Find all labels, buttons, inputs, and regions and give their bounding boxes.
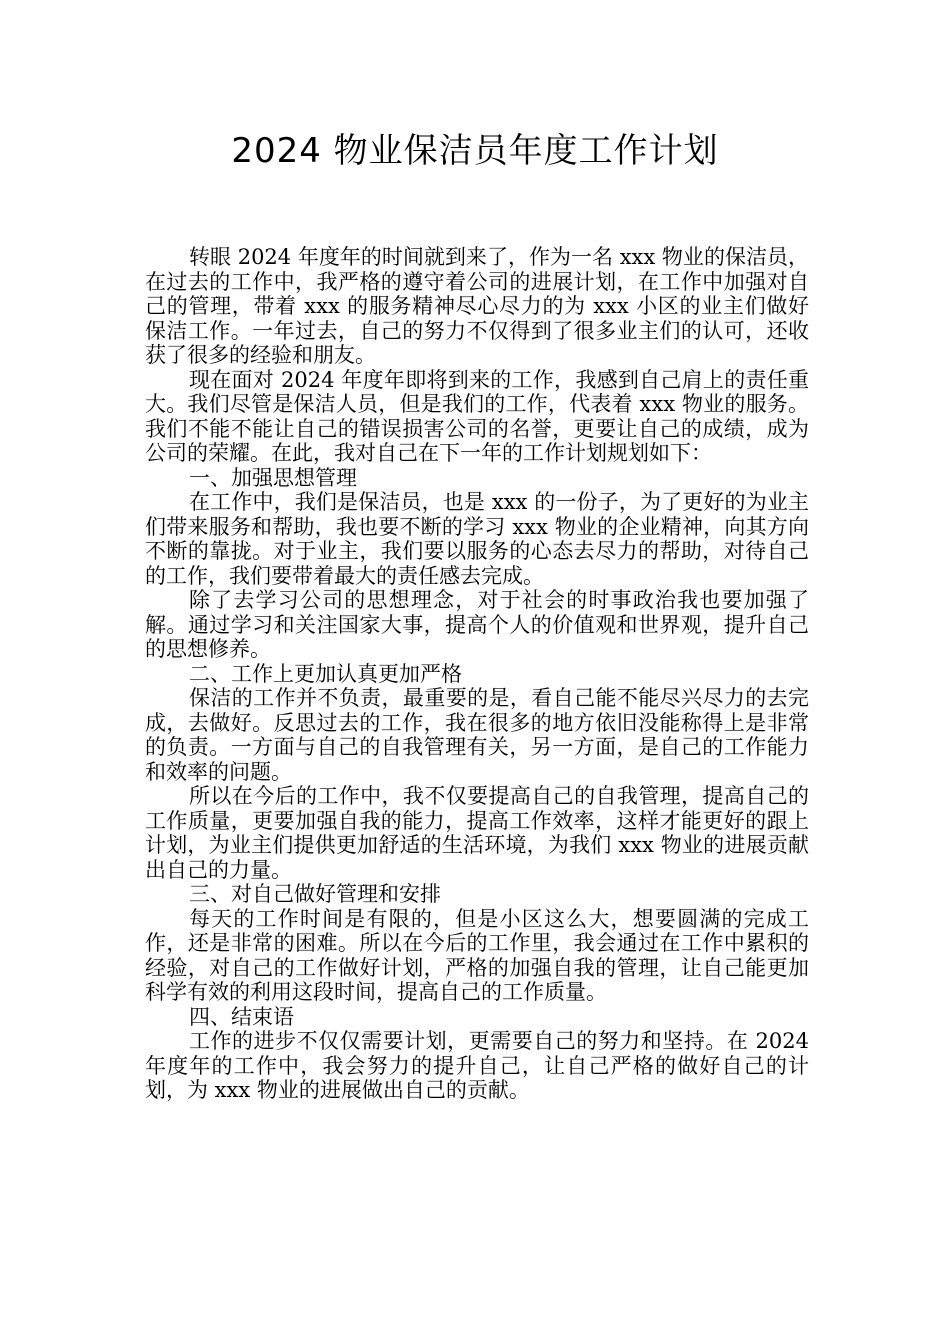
section-1-paragraph-1: 在工作中，我们是保洁员，也是 xxx 的一份子，为了更好的为业主们带来服务和帮助，我也要不断的学习 xxx 物业的企业精神，向其方向不断的靠拢。对于业主，我们要以服务的心态去尽力的帮助，对待自己的工作，我们要带着最大的责任感去完成。: [145, 490, 809, 588]
section-heading-3: 三、对自己做好管理和安排: [189, 882, 441, 906]
section-1-paragraph-2: 除了去学习公司的思想理念，对于社会的时事政治我也要加强了解。通过学习和关注国家大事，提高个人的价值观和世界观，提升自己的思想修养。: [145, 588, 809, 661]
intro-paragraph: 转眼 2024 年度年的时间就到来了，作为一名 xxx 物业的保洁员，在过去的工作中，我严格的遵守着公司的进展计划，在工作中加强对自己的管理，带着 xxx 的服务精神尽心尽力的为 xxx 小区的业主们做好保洁工作。一年过去，自己的努力不仅得到了很多业主们的认可，还收获了很多的经验和朋友。: [145, 245, 809, 367]
closing-paragraph: 工作的进步不仅仅需要计划，更需要自己的努力和坚持。在 2024 年度年的工作中，我会努力的提升自己，让自己严格的做好自己的计划，为 xxx 物业的进展做出自己的贡献。: [145, 1029, 809, 1102]
section-3-paragraph-1: 每天的工作时间是有限的，但是小区这么大，想要圆满的完成工作，还是非常的困难。所以在今后的工作里，我会通过在工作中累积的经验，对自己的工作做好计划，严格的加强自我的管理，让自己能更加科学有效的利用这段时间，提高自己的工作质量。: [145, 906, 809, 1004]
section-2-paragraph-2: 所以在今后的工作中，我不仅要提高自己的自我管理，提高自己的工作质量，更要加强自我的能力，提高工作效率，这样才能更好的跟上计划，为业主们提供更加舒适的生活环境，为我们 xxx 物业的进展贡献出自己的力量。: [145, 784, 809, 882]
plan-intro-paragraph: 现在面对 2024 年度年即将到来的工作，我感到自己肩上的责任重大。我们尽管是保洁人员，但是我们的工作，代表着 xxx 物业的服务。我们不能不能让自己的错误损害公司的名誉，更要让自己的成绩，成为公司的荣耀。在此，我对自己在下一年的工作计划规划如下：: [145, 367, 809, 465]
section-heading-2: 二、工作上更加认真更加严格: [189, 661, 462, 686]
document-title: 2024 物业保洁员年度工作计划: [231, 131, 719, 171]
document-body: [145, 245, 809, 1103]
section-heading-4: 四、结束语: [189, 1004, 294, 1029]
section-heading-1: 一、加强思想管理: [189, 465, 357, 490]
section-2-paragraph-1: 保洁的工作并不负责，最重要的是，看自己能不能尽兴尽力的去完成，去做好。反思过去的工作，我在很多的地方依旧没能称得上是非常的负责。一方面与自己的自我管理有关，另一方面，是自己的工作能力和效率的问题。: [145, 686, 809, 784]
